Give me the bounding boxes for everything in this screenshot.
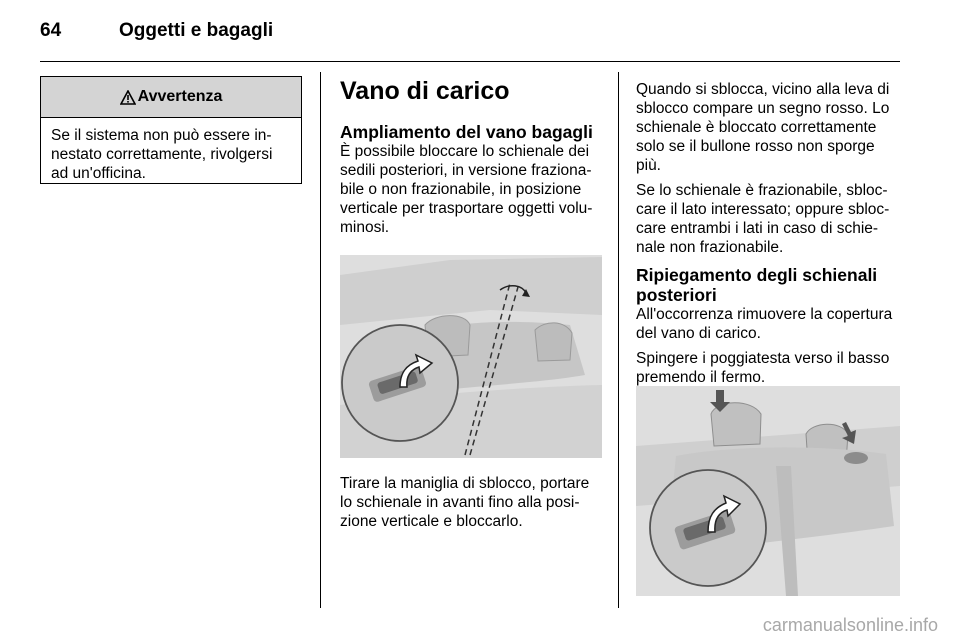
warning-heading	[41, 77, 301, 118]
warning-box	[40, 76, 302, 184]
caption-paragraph: Tirare la maniglia di sblocco, portare lo schienale in avanti fino alla posi-zione verticale e bloccarlo.	[340, 475, 590, 530]
warning-text: Se il sistema non può essere in-nestato correttamente, rivolgersi ad un'officina.	[51, 127, 273, 182]
header-divider	[40, 61, 900, 62]
headrest-illustration	[636, 386, 900, 596]
watermark: carmanualsonline.info	[762, 615, 938, 635]
right-paragraph-4: Spingere i poggiatesta verso il basso premendo il fermo.	[636, 350, 890, 386]
warning-triangle-icon	[120, 90, 136, 105]
page-header	[40, 12, 900, 48]
page-title: Oggetti e bagagli	[119, 20, 274, 41]
right-paragraph-1: Quando si sblocca, vicino alla leva di sblocco compare un segno rosso. Lo schienale è bloccato correttamente solo se il bullone rosso non sporge più.	[636, 81, 890, 174]
right-paragraph-3: All'occorrenza rimuovere la copertura del vano di carico.	[636, 306, 893, 342]
section-title: Vano di carico	[340, 77, 510, 105]
right-paragraph-2: Se lo schienale è frazionabile, sbloc-care il lato interessato; oppure sbloc-care entrambi i lati in caso di schie-nale non frazionabile.	[636, 182, 890, 256]
column-divider-right	[618, 72, 619, 608]
right-column	[636, 80, 902, 393]
subsection-title: Ampliamento del vano bagagli	[340, 122, 593, 142]
page-number: 64	[40, 20, 62, 41]
rear-seat-unlock-illustration	[340, 255, 602, 458]
column-divider-left	[320, 72, 321, 608]
middle-caption	[340, 474, 605, 537]
warning-heading-label: Avvertenza	[137, 88, 223, 105]
intro-paragraph: È possibile bloccare lo schienale dei sedili posteriori, in versione fraziona-bile o non frazionabile, in posizione verticale per trasportare oggetti volu-minosi.	[340, 143, 593, 236]
middle-column	[340, 76, 605, 243]
right-subsection-title: Ripiegamento degli schienali posteriori	[636, 265, 878, 305]
